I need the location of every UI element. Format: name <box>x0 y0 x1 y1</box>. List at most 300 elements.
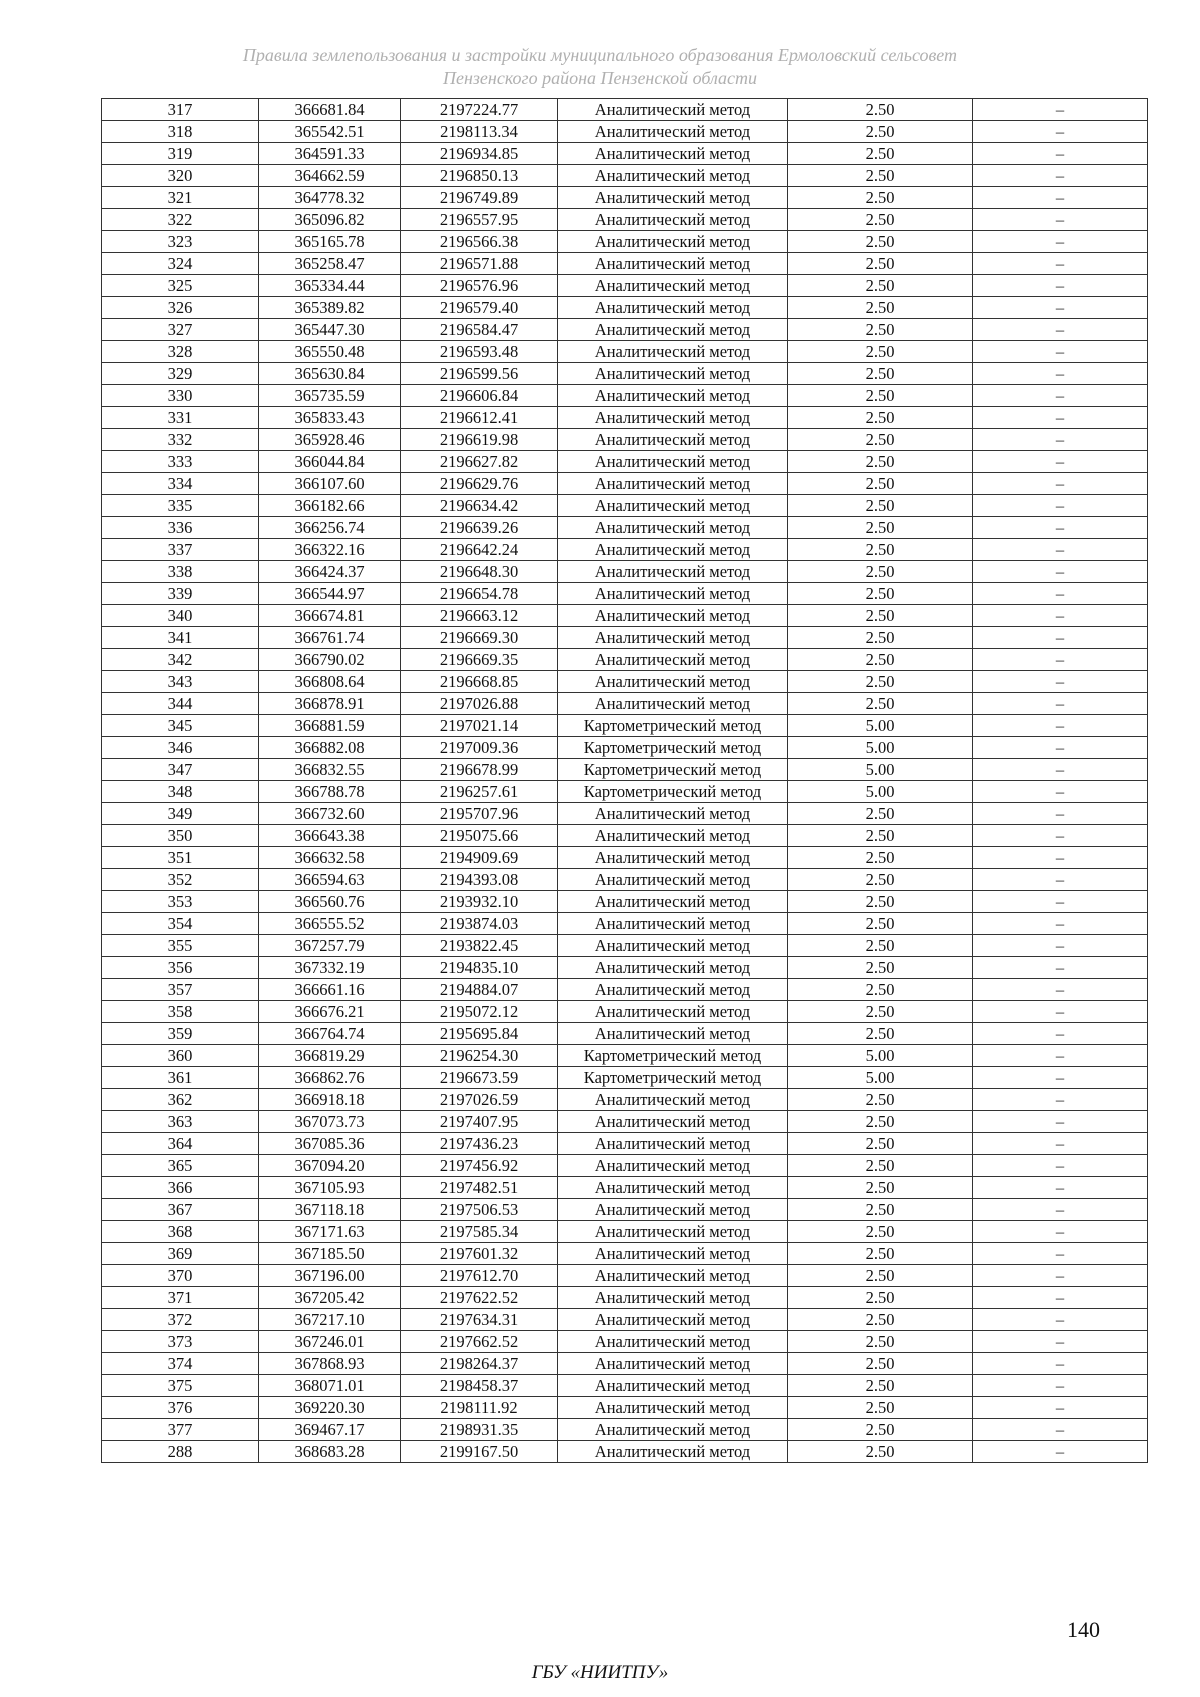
table-row <box>102 913 1148 935</box>
x-coordinate-cell: 365928.46 <box>259 429 401 451</box>
point-number-cell: 365 <box>102 1155 259 1177</box>
point-number-cell: 323 <box>102 231 259 253</box>
note-cell: – <box>973 1441 1148 1463</box>
method-cell: Аналитический метод <box>558 1441 788 1463</box>
note-cell: – <box>973 451 1148 473</box>
table-row <box>102 803 1148 825</box>
precision-cell: 2.50 <box>788 1375 973 1397</box>
y-coordinate-cell: 2196579.40 <box>401 297 558 319</box>
y-coordinate-cell: 2197436.23 <box>401 1133 558 1155</box>
point-number-cell: 352 <box>102 869 259 891</box>
point-number-cell: 355 <box>102 935 259 957</box>
x-coordinate-cell: 366788.78 <box>259 781 401 803</box>
precision-cell: 2.50 <box>788 1265 973 1287</box>
coordinates-table <box>101 98 1148 1463</box>
note-cell: – <box>973 209 1148 231</box>
x-coordinate-cell: 366761.74 <box>259 627 401 649</box>
note-cell: – <box>973 385 1148 407</box>
method-cell: Аналитический метод <box>558 253 788 275</box>
note-cell: – <box>973 1397 1148 1419</box>
table-row <box>102 649 1148 671</box>
table-row <box>102 957 1148 979</box>
precision-cell: 2.50 <box>788 1177 973 1199</box>
y-coordinate-cell: 2197634.31 <box>401 1309 558 1331</box>
precision-cell: 2.50 <box>788 605 973 627</box>
precision-cell: 2.50 <box>788 253 973 275</box>
method-cell: Аналитический метод <box>558 1221 788 1243</box>
y-coordinate-cell: 2198111.92 <box>401 1397 558 1419</box>
method-cell: Картометрический метод <box>558 1045 788 1067</box>
table-row <box>102 1089 1148 1111</box>
note-cell: – <box>973 1221 1148 1243</box>
y-coordinate-cell: 2194393.08 <box>401 869 558 891</box>
x-coordinate-cell: 366674.81 <box>259 605 401 627</box>
table-row <box>102 1353 1148 1375</box>
table-row <box>102 1419 1148 1441</box>
table-row <box>102 1397 1148 1419</box>
method-cell: Картометрический метод <box>558 715 788 737</box>
y-coordinate-cell: 2197026.88 <box>401 693 558 715</box>
point-number-cell: 344 <box>102 693 259 715</box>
table-row <box>102 473 1148 495</box>
precision-cell: 2.50 <box>788 671 973 693</box>
y-coordinate-cell: 2196576.96 <box>401 275 558 297</box>
note-cell: – <box>973 187 1148 209</box>
table-row <box>102 1287 1148 1309</box>
table-row <box>102 1045 1148 1067</box>
x-coordinate-cell: 367073.73 <box>259 1111 401 1133</box>
point-number-cell: 366 <box>102 1177 259 1199</box>
method-cell: Аналитический метод <box>558 429 788 451</box>
note-cell: – <box>973 1177 1148 1199</box>
table-row <box>102 869 1148 891</box>
note-cell: – <box>973 649 1148 671</box>
y-coordinate-cell: 2195075.66 <box>401 825 558 847</box>
note-cell: – <box>973 1155 1148 1177</box>
note-cell: – <box>973 605 1148 627</box>
point-number-cell: 335 <box>102 495 259 517</box>
table-row <box>102 561 1148 583</box>
table-row <box>102 759 1148 781</box>
table-row <box>102 451 1148 473</box>
note-cell: – <box>973 1287 1148 1309</box>
precision-cell: 5.00 <box>788 781 973 803</box>
note-cell: – <box>973 1067 1148 1089</box>
note-cell: – <box>973 979 1148 1001</box>
point-number-cell: 353 <box>102 891 259 913</box>
precision-cell: 2.50 <box>788 385 973 407</box>
table-row <box>102 1243 1148 1265</box>
precision-cell: 2.50 <box>788 1243 973 1265</box>
y-coordinate-cell: 2194909.69 <box>401 847 558 869</box>
method-cell: Аналитический метод <box>558 891 788 913</box>
method-cell: Аналитический метод <box>558 407 788 429</box>
x-coordinate-cell: 366918.18 <box>259 1089 401 1111</box>
point-number-cell: 336 <box>102 517 259 539</box>
table-row <box>102 539 1148 561</box>
note-cell: – <box>973 1089 1148 1111</box>
precision-cell: 2.50 <box>788 913 973 935</box>
x-coordinate-cell: 366182.66 <box>259 495 401 517</box>
x-coordinate-cell: 366661.16 <box>259 979 401 1001</box>
table-row <box>102 1309 1148 1331</box>
x-coordinate-cell: 364662.59 <box>259 165 401 187</box>
method-cell: Аналитический метод <box>558 1265 788 1287</box>
note-cell: – <box>973 363 1148 385</box>
x-coordinate-cell: 366594.63 <box>259 869 401 891</box>
precision-cell: 5.00 <box>788 737 973 759</box>
method-cell: Аналитический метод <box>558 1177 788 1199</box>
point-number-cell: 340 <box>102 605 259 627</box>
precision-cell: 2.50 <box>788 1441 973 1463</box>
point-number-cell: 288 <box>102 1441 259 1463</box>
point-number-cell: 317 <box>102 99 259 121</box>
note-cell: – <box>973 143 1148 165</box>
x-coordinate-cell: 367257.79 <box>259 935 401 957</box>
method-cell: Аналитический метод <box>558 385 788 407</box>
point-number-cell: 358 <box>102 1001 259 1023</box>
method-cell: Картометрический метод <box>558 737 788 759</box>
method-cell: Аналитический метод <box>558 561 788 583</box>
page-header <box>0 44 1200 90</box>
x-coordinate-cell: 366555.52 <box>259 913 401 935</box>
method-cell: Аналитический метод <box>558 319 788 341</box>
point-number-cell: 343 <box>102 671 259 693</box>
method-cell: Картометрический метод <box>558 759 788 781</box>
precision-cell: 2.50 <box>788 99 973 121</box>
note-cell: – <box>973 715 1148 737</box>
note-cell: – <box>973 1111 1148 1133</box>
point-number-cell: 377 <box>102 1419 259 1441</box>
precision-cell: 2.50 <box>788 1397 973 1419</box>
point-number-cell: 329 <box>102 363 259 385</box>
point-number-cell: 331 <box>102 407 259 429</box>
y-coordinate-cell: 2197612.70 <box>401 1265 558 1287</box>
method-cell: Аналитический метод <box>558 209 788 231</box>
page-number: 140 <box>1067 1617 1100 1642</box>
point-number-cell: 354 <box>102 913 259 935</box>
method-cell: Аналитический метод <box>558 979 788 1001</box>
y-coordinate-cell: 2196934.85 <box>401 143 558 165</box>
note-cell: – <box>973 671 1148 693</box>
point-number-cell: 320 <box>102 165 259 187</box>
point-number-cell: 371 <box>102 1287 259 1309</box>
x-coordinate-cell: 366681.84 <box>259 99 401 121</box>
precision-cell: 2.50 <box>788 583 973 605</box>
method-cell: Аналитический метод <box>558 605 788 627</box>
note-cell: – <box>973 253 1148 275</box>
note-cell: – <box>973 121 1148 143</box>
x-coordinate-cell: 365447.30 <box>259 319 401 341</box>
table-row <box>102 253 1148 275</box>
x-coordinate-cell: 365833.43 <box>259 407 401 429</box>
point-number-cell: 373 <box>102 1331 259 1353</box>
note-cell: – <box>973 825 1148 847</box>
note-cell: – <box>973 803 1148 825</box>
precision-cell: 2.50 <box>788 825 973 847</box>
note-cell: – <box>973 319 1148 341</box>
precision-cell: 2.50 <box>788 143 973 165</box>
point-number-cell: 364 <box>102 1133 259 1155</box>
table-row <box>102 143 1148 165</box>
note-cell: – <box>973 737 1148 759</box>
precision-cell: 2.50 <box>788 341 973 363</box>
method-cell: Аналитический метод <box>558 649 788 671</box>
y-coordinate-cell: 2197407.95 <box>401 1111 558 1133</box>
point-number-cell: 325 <box>102 275 259 297</box>
precision-cell: 5.00 <box>788 715 973 737</box>
x-coordinate-cell: 367205.42 <box>259 1287 401 1309</box>
point-number-cell: 339 <box>102 583 259 605</box>
x-coordinate-cell: 367217.10 <box>259 1309 401 1331</box>
method-cell: Аналитический метод <box>558 825 788 847</box>
precision-cell: 2.50 <box>788 979 973 1001</box>
x-coordinate-cell: 367246.01 <box>259 1331 401 1353</box>
point-number-cell: 369 <box>102 1243 259 1265</box>
table-row <box>102 363 1148 385</box>
point-number-cell: 374 <box>102 1353 259 1375</box>
precision-cell: 2.50 <box>788 693 973 715</box>
note-cell: – <box>973 561 1148 583</box>
precision-cell: 5.00 <box>788 1045 973 1067</box>
x-coordinate-cell: 366632.58 <box>259 847 401 869</box>
precision-cell: 2.50 <box>788 935 973 957</box>
header-line-1: Правила землепользования и застройки муниципального образования Ермоловский сельсовет <box>242 45 958 65</box>
table-row <box>102 121 1148 143</box>
precision-cell: 2.50 <box>788 451 973 473</box>
precision-cell: 2.50 <box>788 1221 973 1243</box>
method-cell: Картометрический метод <box>558 781 788 803</box>
y-coordinate-cell: 2198458.37 <box>401 1375 558 1397</box>
table-row <box>102 891 1148 913</box>
method-cell: Аналитический метод <box>558 671 788 693</box>
y-coordinate-cell: 2196673.59 <box>401 1067 558 1089</box>
x-coordinate-cell: 366881.59 <box>259 715 401 737</box>
method-cell: Аналитический метод <box>558 869 788 891</box>
table-row <box>102 385 1148 407</box>
x-coordinate-cell: 367118.18 <box>259 1199 401 1221</box>
method-cell: Аналитический метод <box>558 1023 788 1045</box>
y-coordinate-cell: 2195072.12 <box>401 1001 558 1023</box>
x-coordinate-cell: 366819.29 <box>259 1045 401 1067</box>
precision-cell: 2.50 <box>788 627 973 649</box>
x-coordinate-cell: 365096.82 <box>259 209 401 231</box>
point-number-cell: 347 <box>102 759 259 781</box>
precision-cell: 2.50 <box>788 429 973 451</box>
point-number-cell: 376 <box>102 1397 259 1419</box>
x-coordinate-cell: 366808.64 <box>259 671 401 693</box>
note-cell: – <box>973 935 1148 957</box>
method-cell: Аналитический метод <box>558 1419 788 1441</box>
method-cell: Аналитический метод <box>558 539 788 561</box>
precision-cell: 2.50 <box>788 1331 973 1353</box>
x-coordinate-cell: 365334.44 <box>259 275 401 297</box>
note-cell: – <box>973 759 1148 781</box>
note-cell: – <box>973 869 1148 891</box>
note-cell: – <box>973 1375 1148 1397</box>
point-number-cell: 359 <box>102 1023 259 1045</box>
precision-cell: 2.50 <box>788 187 973 209</box>
table-row <box>102 187 1148 209</box>
x-coordinate-cell: 365630.84 <box>259 363 401 385</box>
method-cell: Аналитический метод <box>558 517 788 539</box>
table-row <box>102 231 1148 253</box>
y-coordinate-cell: 2196571.88 <box>401 253 558 275</box>
y-coordinate-cell: 2196669.35 <box>401 649 558 671</box>
table-row <box>102 781 1148 803</box>
x-coordinate-cell: 367171.63 <box>259 1221 401 1243</box>
point-number-cell: 341 <box>102 627 259 649</box>
note-cell: – <box>973 517 1148 539</box>
x-coordinate-cell: 365389.82 <box>259 297 401 319</box>
x-coordinate-cell: 369467.17 <box>259 1419 401 1441</box>
x-coordinate-cell: 366732.60 <box>259 803 401 825</box>
x-coordinate-cell: 366764.74 <box>259 1023 401 1045</box>
precision-cell: 2.50 <box>788 1001 973 1023</box>
table-row <box>102 1133 1148 1155</box>
method-cell: Аналитический метод <box>558 187 788 209</box>
x-coordinate-cell: 366256.74 <box>259 517 401 539</box>
precision-cell: 5.00 <box>788 1067 973 1089</box>
y-coordinate-cell: 2197021.14 <box>401 715 558 737</box>
page-footer: ГБУ «НИИТПУ» <box>531 1662 669 1683</box>
table-row <box>102 165 1148 187</box>
x-coordinate-cell: 367094.20 <box>259 1155 401 1177</box>
y-coordinate-cell: 2196593.48 <box>401 341 558 363</box>
table-row <box>102 407 1148 429</box>
precision-cell: 2.50 <box>788 561 973 583</box>
y-coordinate-cell: 2197456.92 <box>401 1155 558 1177</box>
y-coordinate-cell: 2196648.30 <box>401 561 558 583</box>
y-coordinate-cell: 2193874.03 <box>401 913 558 935</box>
x-coordinate-cell: 365550.48 <box>259 341 401 363</box>
x-coordinate-cell: 366790.02 <box>259 649 401 671</box>
method-cell: Аналитический метод <box>558 1111 788 1133</box>
note-cell: – <box>973 473 1148 495</box>
y-coordinate-cell: 2196254.30 <box>401 1045 558 1067</box>
y-coordinate-cell: 2198264.37 <box>401 1353 558 1375</box>
y-coordinate-cell: 2196566.38 <box>401 231 558 253</box>
table-row <box>102 297 1148 319</box>
table-row <box>102 605 1148 627</box>
method-cell: Аналитический метод <box>558 1089 788 1111</box>
precision-cell: 2.50 <box>788 209 973 231</box>
precision-cell: 2.50 <box>788 121 973 143</box>
table-row <box>102 979 1148 1001</box>
table-row <box>102 1155 1148 1177</box>
precision-cell: 2.50 <box>788 495 973 517</box>
x-coordinate-cell: 365735.59 <box>259 385 401 407</box>
y-coordinate-cell: 2194835.10 <box>401 957 558 979</box>
precision-cell: 2.50 <box>788 165 973 187</box>
note-cell: – <box>973 99 1148 121</box>
x-coordinate-cell: 366424.37 <box>259 561 401 583</box>
precision-cell: 2.50 <box>788 1419 973 1441</box>
point-number-cell: 332 <box>102 429 259 451</box>
x-coordinate-cell: 366560.76 <box>259 891 401 913</box>
precision-cell: 2.50 <box>788 1309 973 1331</box>
y-coordinate-cell: 2194884.07 <box>401 979 558 1001</box>
point-number-cell: 348 <box>102 781 259 803</box>
method-cell: Картометрический метод <box>558 1067 788 1089</box>
point-number-cell: 375 <box>102 1375 259 1397</box>
point-number-cell: 322 <box>102 209 259 231</box>
point-number-cell: 321 <box>102 187 259 209</box>
precision-cell: 2.50 <box>788 891 973 913</box>
y-coordinate-cell: 2193822.45 <box>401 935 558 957</box>
x-coordinate-cell: 366882.08 <box>259 737 401 759</box>
table-row <box>102 209 1148 231</box>
y-coordinate-cell: 2196654.78 <box>401 583 558 605</box>
y-coordinate-cell: 2196599.56 <box>401 363 558 385</box>
precision-cell: 2.50 <box>788 319 973 341</box>
x-coordinate-cell: 364778.32 <box>259 187 401 209</box>
method-cell: Аналитический метод <box>558 451 788 473</box>
point-number-cell: 328 <box>102 341 259 363</box>
method-cell: Аналитический метод <box>558 1287 788 1309</box>
table-row <box>102 847 1148 869</box>
method-cell: Аналитический метод <box>558 1397 788 1419</box>
precision-cell: 2.50 <box>788 1353 973 1375</box>
x-coordinate-cell: 367196.00 <box>259 1265 401 1287</box>
table-row <box>102 1177 1148 1199</box>
x-coordinate-cell: 366322.16 <box>259 539 401 561</box>
y-coordinate-cell: 2196639.26 <box>401 517 558 539</box>
y-coordinate-cell: 2196669.30 <box>401 627 558 649</box>
point-number-cell: 370 <box>102 1265 259 1287</box>
x-coordinate-cell: 367085.36 <box>259 1133 401 1155</box>
method-cell: Аналитический метод <box>558 1199 788 1221</box>
y-coordinate-cell: 2193932.10 <box>401 891 558 913</box>
point-number-cell: 345 <box>102 715 259 737</box>
table-row <box>102 737 1148 759</box>
x-coordinate-cell: 367332.19 <box>259 957 401 979</box>
point-number-cell: 361 <box>102 1067 259 1089</box>
point-number-cell: 350 <box>102 825 259 847</box>
y-coordinate-cell: 2196629.76 <box>401 473 558 495</box>
table-row <box>102 319 1148 341</box>
method-cell: Аналитический метод <box>558 1331 788 1353</box>
method-cell: Аналитический метод <box>558 121 788 143</box>
note-cell: – <box>973 781 1148 803</box>
x-coordinate-cell: 367105.93 <box>259 1177 401 1199</box>
x-coordinate-cell: 369220.30 <box>259 1397 401 1419</box>
table-row <box>102 1265 1148 1287</box>
table-row <box>102 1111 1148 1133</box>
point-number-cell: 360 <box>102 1045 259 1067</box>
point-number-cell: 324 <box>102 253 259 275</box>
y-coordinate-cell: 2196634.42 <box>401 495 558 517</box>
x-coordinate-cell: 364591.33 <box>259 143 401 165</box>
precision-cell: 2.50 <box>788 473 973 495</box>
point-number-cell: 318 <box>102 121 259 143</box>
y-coordinate-cell: 2197601.32 <box>401 1243 558 1265</box>
table-row <box>102 583 1148 605</box>
table-row <box>102 99 1148 121</box>
method-cell: Аналитический метод <box>558 1133 788 1155</box>
y-coordinate-cell: 2196612.41 <box>401 407 558 429</box>
point-number-cell: 338 <box>102 561 259 583</box>
point-number-cell: 367 <box>102 1199 259 1221</box>
precision-cell: 2.50 <box>788 1287 973 1309</box>
y-coordinate-cell: 2196606.84 <box>401 385 558 407</box>
y-coordinate-cell: 2196850.13 <box>401 165 558 187</box>
y-coordinate-cell: 2197585.34 <box>401 1221 558 1243</box>
method-cell: Аналитический метод <box>558 935 788 957</box>
table-row <box>102 1221 1148 1243</box>
y-coordinate-cell: 2197482.51 <box>401 1177 558 1199</box>
note-cell: – <box>973 407 1148 429</box>
